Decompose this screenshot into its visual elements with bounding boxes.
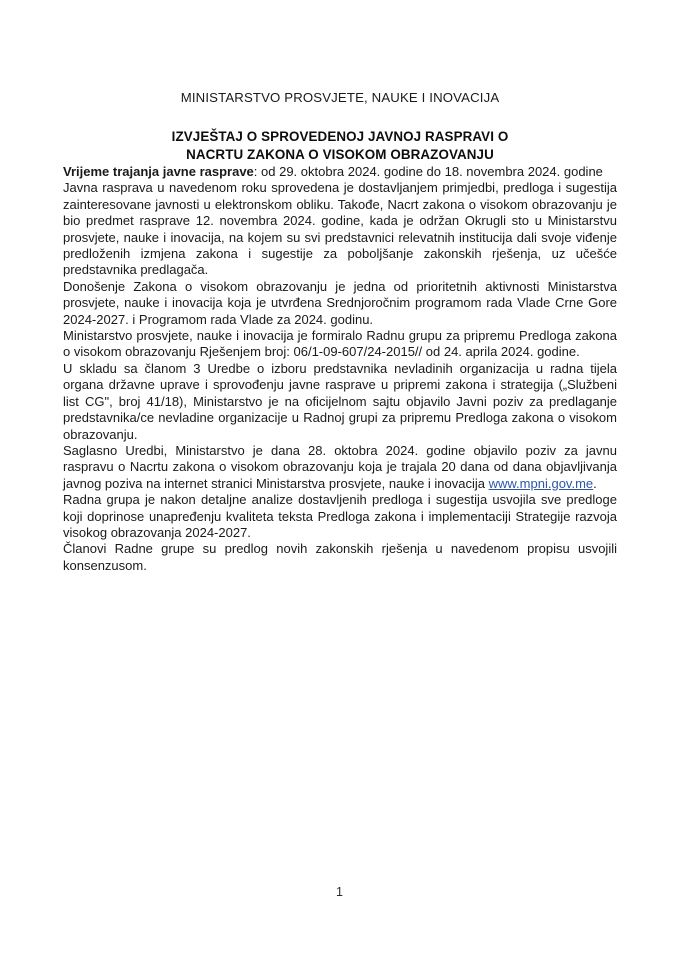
document-title bbox=[63, 128, 617, 164]
page-number: 1 bbox=[336, 885, 343, 899]
ministry-website-link[interactable]: www.mpni.gov.me bbox=[488, 475, 594, 491]
paragraph-1: Javna rasprava u navedenom roku sprovedena je dostavljanjem primjedbi, predloga i sugestija zainteresovane javnosti u elektronskom obliku. Takođe, Nacrt zakona o visokom obrazovanju je bio predmet rasprave 12. novembra 2024. godine, kada je održan Okrugli sto u Ministarstvu prosvjete, nauke i inovacija, na kojem su svi predstavnici relevatnih institucija dali svoje viđenje predloženih izmjena zakona i sugestije za poboljšanje zakonskih rješenja, uz učešće predstavnika predlagača. bbox=[63, 180, 617, 278]
paragraph-6: Radna grupa je nakon detaljne analize dostavljenih predloga i sugestija usvojila sve predloge koji doprinose unapređenju kvaliteta teksta Predloga zakona i implementaciji Strategije razvoja visokog obrazovanja 2024-2027. bbox=[63, 492, 617, 540]
document-content bbox=[63, 0, 617, 574]
ministry-header: MINISTARSTVO PROSVJETE, NAUKE I INOVACIJA bbox=[180, 90, 500, 105]
paragraph-2: Donošenje Zakona o visokom obrazovanju je jedna od prioritetnih aktivnosti Ministarstva prosvjete, nauke i inovacija koja je utvrđena Srednjoročnim programom rada Vlade Crne Gore 2024-2027. i Programom rada Vlade za 2024. godinu. bbox=[63, 278, 617, 327]
paragraph-4: U skladu sa članom 3 Uredbe o izboru predstavnika nevladinih organizacija u radna tijela organa državne uprave i sprovođenju javne rasprave u pripremi zakona i strategija („Službeni list CG", broj 41/18), Ministarstvo je na oficijelnom sajtu objavilo Javni poziv za predlaganje predstavnika/ce nevladine organizacije u Radnoj grupi za pripremu Predloga zakona o visokom obrazovanju. bbox=[63, 360, 617, 442]
duration-label: Vrijeme trajanja javne rasprave bbox=[63, 164, 254, 179]
paragraph-5-text-before-link: Saglasno Uredbi, Ministarstvo je dana 28. oktobra 2024. godine objavilo poziv za javnu raspravu o Nacrtu zakona o visokom obrazovanju koja je trajala 20 dana od dana objavljivanja javnog poziva na internet stranici Ministarstva prosvjete, nauke i inovacija bbox=[63, 442, 617, 491]
paragraph-duration bbox=[63, 164, 617, 180]
paragraph-5-text-after-link: . bbox=[593, 475, 597, 491]
paragraph-7: Članovi Radne grupe su predlog novih zakonskih rješenja u navedenom propisu usvojili konsenzusom. bbox=[63, 541, 617, 573]
document-title-line-2: NACRTU ZAKONA O VISOKOM OBRAZOVANJU bbox=[186, 147, 494, 162]
document-title-line-1: IZVJEŠTAJ O SPROVEDENOJ JAVNOJ RASPRAVI O bbox=[171, 129, 509, 144]
duration-value: : od 29. oktobra 2024. godine do 18. novembra 2024. godine bbox=[253, 164, 603, 179]
paragraph-3: Ministarstvo prosvjete, nauke i inovacija je formiralo Radnu grupu za pripremu Predloga zakona o visokom obrazovanju Rješenjem broj: 06/1-09-607/24-2015// od 24. aprila 2024. godine. bbox=[63, 328, 617, 360]
paragraph-5 bbox=[63, 443, 617, 492]
